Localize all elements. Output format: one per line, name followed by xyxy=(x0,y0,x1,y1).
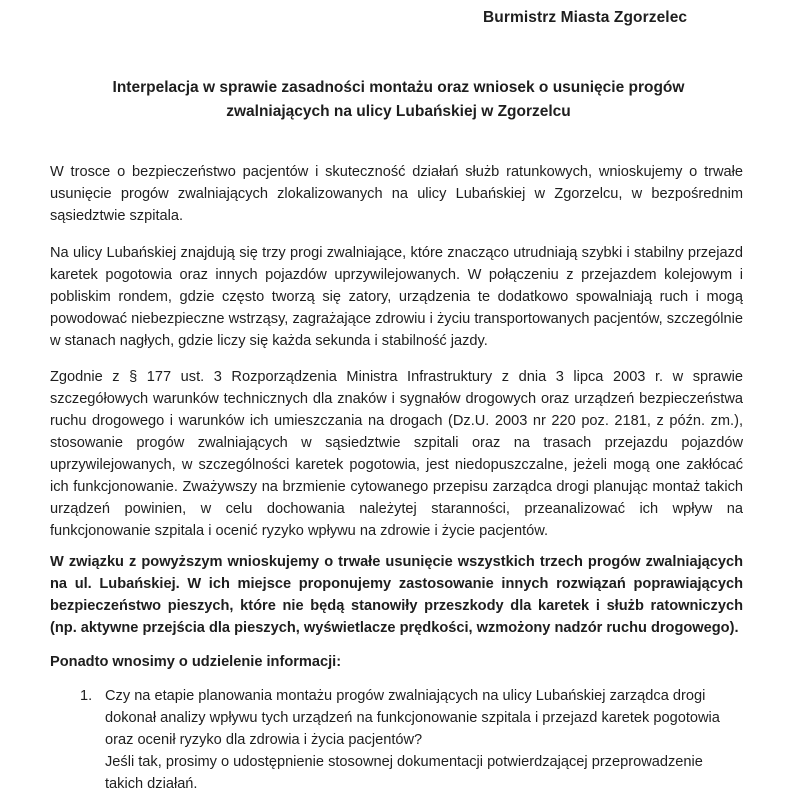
list-item-question: Czy na etapie planowania montażu progów zwalniających na ulicy Lubańskiej zarządca drogi dokonał analizy wpływu tych urządzeń na funkcjonowanie szpitala i przejazd karetek pogotowia oraz ocenił ryzyko dla zdrowia i życia pacjentów? xyxy=(105,688,720,748)
paragraph-problem: Na ulicy Lubańskiej znajdują się trzy progi zwalniające, które znacząco utrudniają szybki i stabilny przejazd karetek pogotowia oraz innych pojazdów uprzywilejowanych. W połączeniu z przejazdem kolejowym i pobliskim rondem, gdzie często tworzą się zatory, urządzenia te dodatkowo spowalniają ruch i mogą powodować niebezpieczne wstrząsy, zagrażające zdrowiu i życiu transportowanych pacjentów, szczególnie w stanach nagłych, gdzie liczy się każda sekunda i stabilność jazdy. xyxy=(50,245,743,349)
document-title: Interpelacja w sprawie zasadności montażu oraz wniosek o usunięcie progów zwalniających na ulicy Lubańskiej w Zgorzelcu xyxy=(112,79,685,120)
list-item-body xyxy=(105,685,743,795)
list-item xyxy=(50,685,743,795)
list-item-followup: Jeśli tak, prosimy o udostępnienie stosownej dokumentacji potwierdzającej przeprowadzenie takich działań. xyxy=(105,754,703,792)
paragraph-intro: W trosce o bezpieczeństwo pacjentów i skuteczność działań służb ratunkowych, wnioskujemy o trwałe usunięcie progów zwalniających zlokalizowanych na ulicy Lubańskiej w Zgorzelcu, w bezpośrednim sąsiedztwie szpitala. xyxy=(50,164,743,224)
paragraph-request: W związku z powyższym wnioskujemy o trwałe usunięcie wszystkich trzech progów zwalniających na ul. Lubańskiej. W ich miejsce proponujemy zastosowanie innych rozwiązań poprawiających bezpieczeństwo pieszych, które nie będą stanowiły przeszkody dla karetek i służb ratowniczych (np. aktywne przejścia dla pieszych, wyświetlacze prędkości, wzmożony nadzór ruchu drogowego). xyxy=(50,554,743,636)
paragraph-legal-basis: Zgodnie z § 177 ust. 3 Rozporządzenia Ministra Infrastruktury z dnia 3 lipca 2003 r. w sprawie szczegółowych warunków technicznych dla znaków i sygnałów drogowych oraz urządzeń bezpieczeństwa ruchu drogowego i warunków ich umieszczania na drogach (Dz.U. 2003 nr 220 poz. 2181, z późn. zm.), stosowanie progów zwalniających w sąsiedztwie szpitali oraz na trasach przejazdu pojazdów uprzywilejowanych, w szczególności karetek pogotowia, jest niedopuszczalne, jeżeli mogą one zakłócać ich funkcjonowanie. Zważywszy na brzmienie cytowanego przepisu zarządca drogi planując montaż takich urządzeń powinien, w celu dochowania należytej staranności, przeanalizować ich wpływ na funkcjonowanie szpitala i ocenić ryzyko wpływu na zdrowie i życie pacjentów. xyxy=(50,369,743,539)
addressee: Burmistrz Miasta Zgorzelec xyxy=(483,9,688,26)
requests-heading: Ponadto wnosimy o udzielenie informacji: xyxy=(50,654,342,670)
list-item-number: 1. xyxy=(80,688,93,704)
